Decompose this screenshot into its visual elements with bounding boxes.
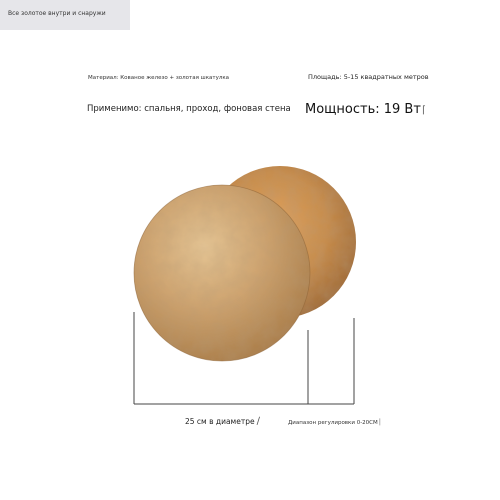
diameter-label: 25 см в диаметре <box>185 417 255 426</box>
application-text: Применимо: спальня, проход, фоновая стена <box>87 104 291 114</box>
range-text <box>288 418 387 427</box>
material-text: Материал: Кованое железо + золотая шкатулка <box>88 75 230 81</box>
range-label: Диапазон регулировки 0-20СМ <box>288 420 378 426</box>
diameter-text <box>185 416 260 427</box>
cursor-mark-icon: ⌈ <box>421 105 426 116</box>
area-text: Площадь: 5-15 квадратных метров <box>308 73 429 81</box>
caption-text: Все золотое внутри и снаружи <box>8 10 106 17</box>
cursor-mark-icon: ∕ <box>256 416 260 427</box>
cursor-mark-icon: ⎸ <box>379 418 387 426</box>
front-disc <box>134 185 310 361</box>
power-label: Мощность: 19 Вт <box>305 102 421 117</box>
